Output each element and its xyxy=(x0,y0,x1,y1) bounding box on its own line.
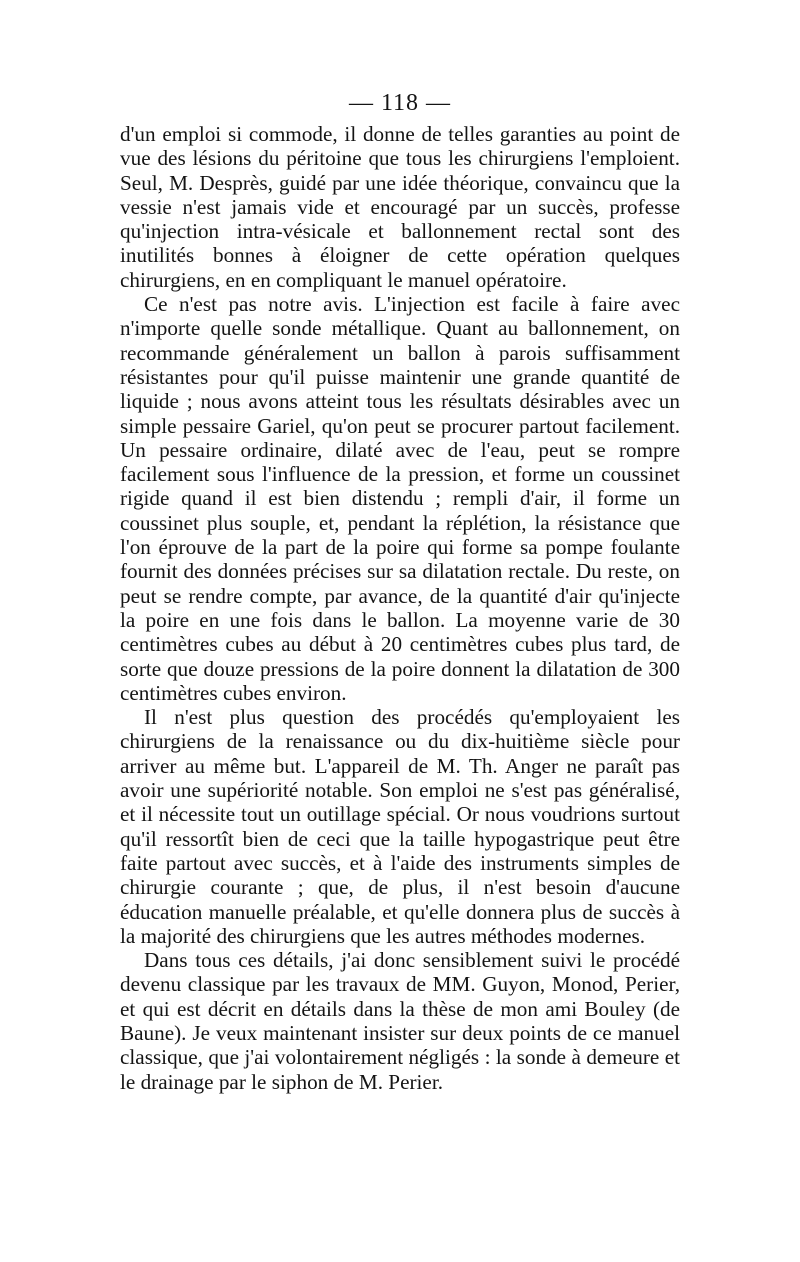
body-text xyxy=(120,122,680,1094)
paragraph: Ce n'est pas notre avis. L'injection est facile à faire avec n'importe quelle sonde métallique. Quant au ballonnement, on recommande généralement un ballon à parois suffisamment résistantes pour qu'il puisse maintenir une grande quantité de liquide ; nous avons atteint tous les résultats désirables avec un simple pessaire Gariel, qu'on peut se procurer partout facilement. Un pessaire ordinaire, dilaté avec de l'eau, peut se rompre facilement sous l'influence de la pression, et forme un coussinet rigide quand il est bien distendu ; rempli d'air, il forme un coussinet plus souple, et, pendant la réplétion, la résistance que l'on éprouve de la part de la poire qui forme sa pompe foulante fournit des données précises sur sa dilatation rectale. Du reste, on peut se rendre compte, par avance, de la quantité d'air qu'injecte la poire en une fois dans le ballon. La moyenne varie de 30 centimètres cubes au début à 20 centimètres cubes plus tard, de sorte que douze pressions de la poire donnent la dilatation de 300 centimètres cubes environ. xyxy=(120,292,680,705)
paragraph: d'un emploi si commode, il donne de telles garanties au point de vue des lésions du péritoine que tous les chirurgiens l'emploient. Seul, M. Desprès, guidé par une idée théorique, convaincu que la vessie n'est jamais vide et encouragé par un succès, professe qu'injection intra-vésicale et ballonnement rectal sont des inutilités bonnes à éloigner de cette opération quelques chirurgiens, en en compliquant le manuel opératoire. xyxy=(120,122,680,292)
page-number: — 118 — xyxy=(348,90,452,116)
paragraph: Dans tous ces détails, j'ai donc sensiblement suivi le procédé devenu classique par les travaux de MM. Guyon, Monod, Perier, et qui est décrit en détails dans la thèse de mon ami Bouley (de Baune). Je veux maintenant insister sur deux points de ce manuel classique, que j'ai volontairement négligés : la sonde à demeure et le drainage par le siphon de M. Perier. xyxy=(120,948,680,1094)
paragraph: Il n'est plus question des procédés qu'employaient les chirurgiens de la renaissance ou du dix-huitième siècle pour arriver au même but. L'appareil de M. Th. Anger ne paraît pas avoir une supériorité notable. Son emploi ne s'est pas généralisé, et il nécessite tout un outillage spécial. Or nous voudrions surtout qu'il ressortît bien de ceci que la taille hypogastrique peut être faite partout avec succès, et à l'aide des instruments simples de chirurgie courante ; que, de plus, il n'est besoin d'aucune éducation manuelle préalable, et qu'elle donnera plus de succès à la majorité des chirurgiens que les autres méthodes modernes. xyxy=(120,705,680,948)
